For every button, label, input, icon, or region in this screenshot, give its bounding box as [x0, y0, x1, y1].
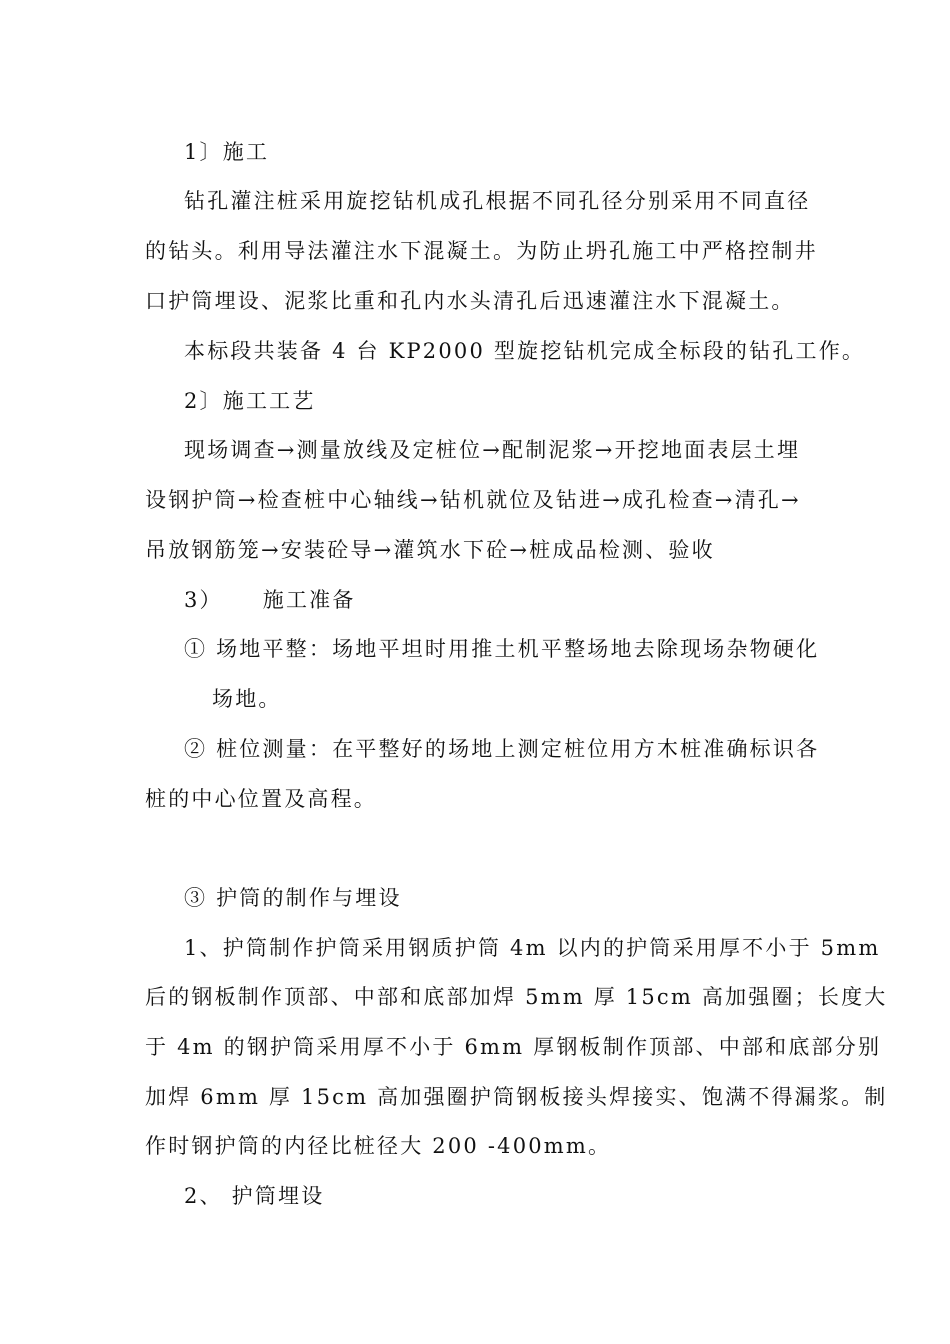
paragraph-line: 于 4m 的钢护筒采用厚不小于 6mm 厚钢板制作顶部、中部和底部分别: [145, 1035, 882, 1059]
list-item-site-leveling: ① 场地平整：场地平坦时用推土机平整场地去除现场杂物硬化: [184, 637, 820, 661]
paragraph-line: 本标段共装备 4 台 KP2000 型旋挖钻机完成全标段的钻孔工作。: [184, 339, 866, 363]
heading-casing-burial: 2、 护筒埋设: [184, 1184, 325, 1208]
paragraph-line: 钻孔灌注桩采用旋挖钻机成孔根据不同孔径分别采用不同直径: [184, 189, 811, 213]
paragraph-line: 1、护筒制作护筒采用钢质护筒 4m 以内的护筒采用厚不小于 5mm: [184, 936, 881, 960]
heading-preparation: [184, 585, 356, 615]
paragraph-line: 作时钢护筒的内径比桩径大 200 -400mm。: [145, 1134, 612, 1158]
paragraph-line: 设钢护筒→检查桩中心轴线→钻机就位及钻进→成孔检查→清孔→: [145, 488, 801, 512]
paragraph-line: 桩的中心位置及高程。: [145, 787, 377, 811]
paragraph-line: 现场调查→测量放线及定桩位→配制泥浆→开挖地面表层土埋: [184, 438, 801, 462]
heading-text: 施工准备: [262, 588, 356, 612]
heading-construction: 1〕施工: [184, 140, 270, 164]
paragraph-line: 的钻头。利用导法灌注水下混凝土。为防止坍孔施工中严格控制井: [145, 239, 818, 263]
heading-process: 2〕施工工艺: [184, 389, 316, 413]
list-item-pile-survey: ② 桩位测量：在平整好的场地上测定桩位用方木桩准确标识各: [184, 737, 820, 761]
list-item-casing: ③ 护筒的制作与埋设: [184, 886, 402, 910]
paragraph-line: 场地。: [212, 687, 282, 711]
paragraph-line: 加焊 6mm 厚 15cm 高加强圈护筒钢板接头焊接实、饱满不得漏浆。制: [145, 1085, 888, 1109]
paragraph-line: 口护筒埋设、泥浆比重和孔内水头清孔后迅速灌注水下混凝土。: [145, 289, 795, 313]
paragraph-line: 吊放钢筋笼→安装砼导→灌筑水下砼→桩成品检测、验收: [145, 538, 715, 562]
heading-number: 3）: [184, 588, 223, 612]
paragraph-line: 后的钢板制作顶部、中部和底部加焊 5mm 厚 15cm 高加强圈；长度大: [145, 985, 888, 1009]
